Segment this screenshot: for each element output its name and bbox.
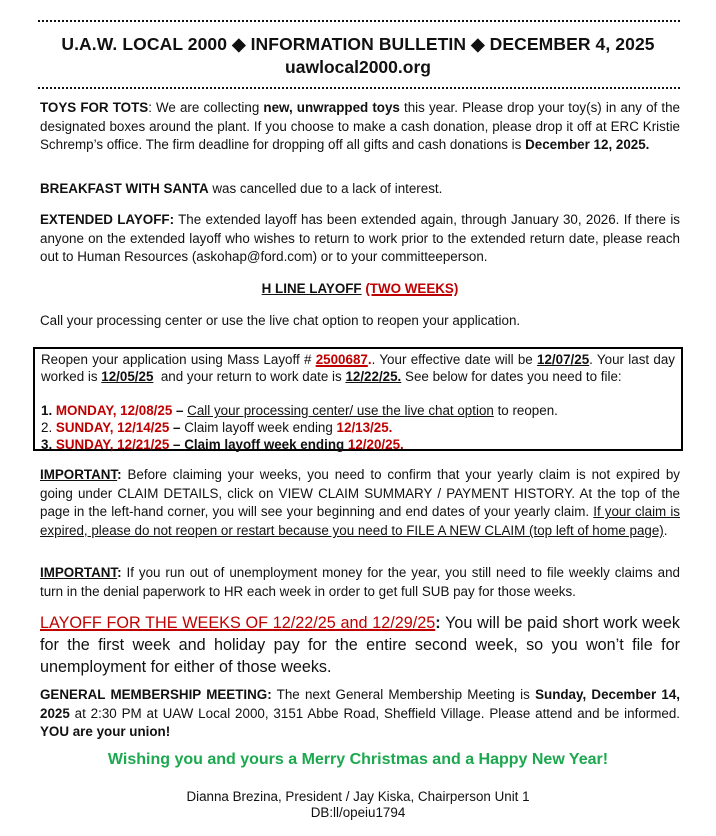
week-end-date: 12/13/25. <box>336 420 393 435</box>
bulletin-title <box>0 34 716 55</box>
body-text: If you run out of unemployment money for the year, you still need to file weekly claims and turn in the denial paperwork to HR each week in order to get full SUB pay for those weeks. <box>40 565 680 599</box>
step-action: Claim layoff week ending <box>184 420 337 435</box>
title-bulletin: INFORMATION BULLETIN <box>250 34 467 54</box>
title-local: U.A.W. LOCAL 2000 <box>61 34 228 54</box>
section-heading: H LINE LAYOFF <box>261 281 362 296</box>
body-text: . Your last day worked is <box>41 352 675 384</box>
emphasis-text: new, unwrapped toys <box>263 100 400 115</box>
important-label: IMPORTANT <box>40 467 118 482</box>
bottom-dotted-rule <box>38 87 680 89</box>
website-link[interactable]: uawlocal2000.org <box>285 57 431 77</box>
body-text: this year. Please drop your toy(s) in any of the designated boxes around the plant. If you choose to make a cash donation, please drop it off at ERC Kristie Schremp’s office. The firm deadline for dropping off all gifts and cash donations is <box>40 100 680 153</box>
body-text: You will be paid short work week for the first week and holiday pay for the entire second week, so you won’t file for unemployment for either of those weeks. <box>40 614 680 676</box>
diamond-icon: ◆ <box>471 34 485 54</box>
holiday-layoff-section: LAYOFF FOR THE WEEKS OF 12/22/25 and 12/29/25: You will be paid short work week for the first week and holiday pay for the entire second week, so you won’t file for unemployment for either of those weeks. <box>40 614 680 676</box>
step-1: 1. MONDAY, 12/08/25 – Call your processing center/ use the live chat option to reopen. <box>41 403 558 418</box>
body-text: at 2:30 PM at UAW Local 2000, 3151 Abbe Road, Sheffield Village. Please attend and be informed. <box>69 705 680 721</box>
body-text: : We are collecting <box>148 100 264 115</box>
body-text: See below for dates you need to file: <box>401 369 622 384</box>
title-date: DECEMBER 4, 2025 <box>489 34 655 54</box>
return-date: 12/22/25. <box>345 369 402 384</box>
important-sub-pay-section: IMPORTANT: If you run out of unemployment money for the year, you still need to file weekly claims and turn in the denial paperwork to HR each week in order to get full SUB pay for those weeks. <box>40 565 680 599</box>
important-label: IMPORTANT <box>40 565 118 580</box>
week-end-date: 12/20/25. <box>347 437 404 452</box>
h-line-instruction <box>40 312 680 331</box>
last-day-worked: 12/05/25 <box>101 369 154 384</box>
step-day: SUNDAY, 12/14/25 <box>55 420 170 435</box>
step-day: MONDAY, 12/08/25 <box>55 403 173 418</box>
effective-date: 12/07/25 <box>537 352 590 367</box>
underlined-warning: If your claim is expired, please do not reopen or restart because you need to FILE A NEW CLAIM (top left of home page) <box>40 504 680 539</box>
membership-meeting-section <box>40 686 680 742</box>
diamond-icon: ◆ <box>232 34 246 54</box>
breakfast-section <box>40 180 680 199</box>
section-heading: EXTENDED LAYOFF: <box>40 212 175 227</box>
toys-for-tots-section <box>40 99 680 155</box>
signature-names: Dianna Brezina, President / Jay Kiska, Chairperson Unit 1 <box>186 789 530 804</box>
meeting-date: Sunday, December 14, 2025 <box>40 687 681 721</box>
step-3: 3. SUNDAY, 12/21/25 – Claim layoff week ending 12/20/25. <box>41 437 404 452</box>
mass-layoff-number: 2500687 <box>315 352 368 367</box>
body-text: The next General Membership Meeting is <box>271 687 536 702</box>
deadline-text: December 12, 2025. <box>525 137 650 153</box>
top-dotted-rule <box>38 20 680 22</box>
extended-layoff-section <box>40 211 680 267</box>
important-claim-section: IMPORTANT: Before claiming your weeks, you need to confirm that your yearly claim is not expired by going under CLAIM DETAILS, click on VIEW CLAIM SUMMARY / PAYMENT HISTORY. At the top of the page in the left-hand corner, you will see your beginning and end dates of your yearly claim. If your claim is expired, please do not reopen or restart because you need to FILE A NEW CLAIM (top left of home page). <box>40 467 680 539</box>
step-action: Call your processing center/ use the live chat option <box>187 403 494 418</box>
signature-block <box>0 789 716 821</box>
signature-reference: DB:ll/opeiu1794 <box>310 805 406 820</box>
reopen-instructions-box: Reopen your application using Mass Layoff # 2500687.. Your effective date will be 12/07/25. Your last day worked is 12/05/25 and your return to work date is 12/22/25. See below for dates you need to file: 1. MONDAY, 12/08/25 – Call your processing center/ use the live chat option to reopen. 2. SUNDAY, 12/14/25 – Claim layoff week ending 12/13/25. 3. SUNDAY, 12/21/25 – Claim layoff week ending 12/20/25. <box>33 347 683 451</box>
body-text: Before claiming your weeks, you need to confirm that your yearly claim is not expired by going under CLAIM DETAILS, click on VIEW CLAIM SUMMARY / PAYMENT HISTORY. At the top of the page in the left-hand corner, you will see your beginning and end dates of your yearly claim. <box>40 467 680 520</box>
section-heading: GENERAL MEMBERSHIP MEETING: <box>40 687 272 702</box>
step-day: SUNDAY, 12/21/25 <box>55 437 170 452</box>
section-heading: LAYOFF FOR THE WEEKS OF 12/22/25 and 12/29/25 <box>40 614 436 632</box>
holiday-greeting: Wishing you and yours a Merry Christmas and a Happy New Year! <box>107 751 609 768</box>
h-line-heading <box>40 280 680 299</box>
body-text: The extended layoff has been extended again, through January 30, 2026. If there is anyone on the extended layoff who wishes to return to work prior to the extended return date, please reach out to Human Resources (askohap@ford.com) or to your committeeperson. <box>40 212 680 265</box>
body-text: was cancelled due to a lack of interest. <box>208 181 443 196</box>
body-text: Reopen your application using Mass Layoff # <box>41 352 316 367</box>
body-text: and your return to work date is <box>153 369 346 384</box>
closing-slogan: YOU are your union! <box>40 724 171 740</box>
body-text: Call your processing center or use the live chat option to reopen your application. <box>40 313 521 328</box>
step-action: Claim layoff week ending <box>184 437 348 452</box>
step-2: 2. SUNDAY, 12/14/25 – Claim layoff week ending 12/13/25. <box>41 420 393 435</box>
section-heading: BREAKFAST WITH SANTA <box>40 181 209 196</box>
body-text: . Your effective date will be <box>371 352 538 367</box>
section-heading: TOYS FOR TOTS <box>40 100 149 115</box>
heading-suffix: (TWO WEEKS) <box>365 281 459 296</box>
